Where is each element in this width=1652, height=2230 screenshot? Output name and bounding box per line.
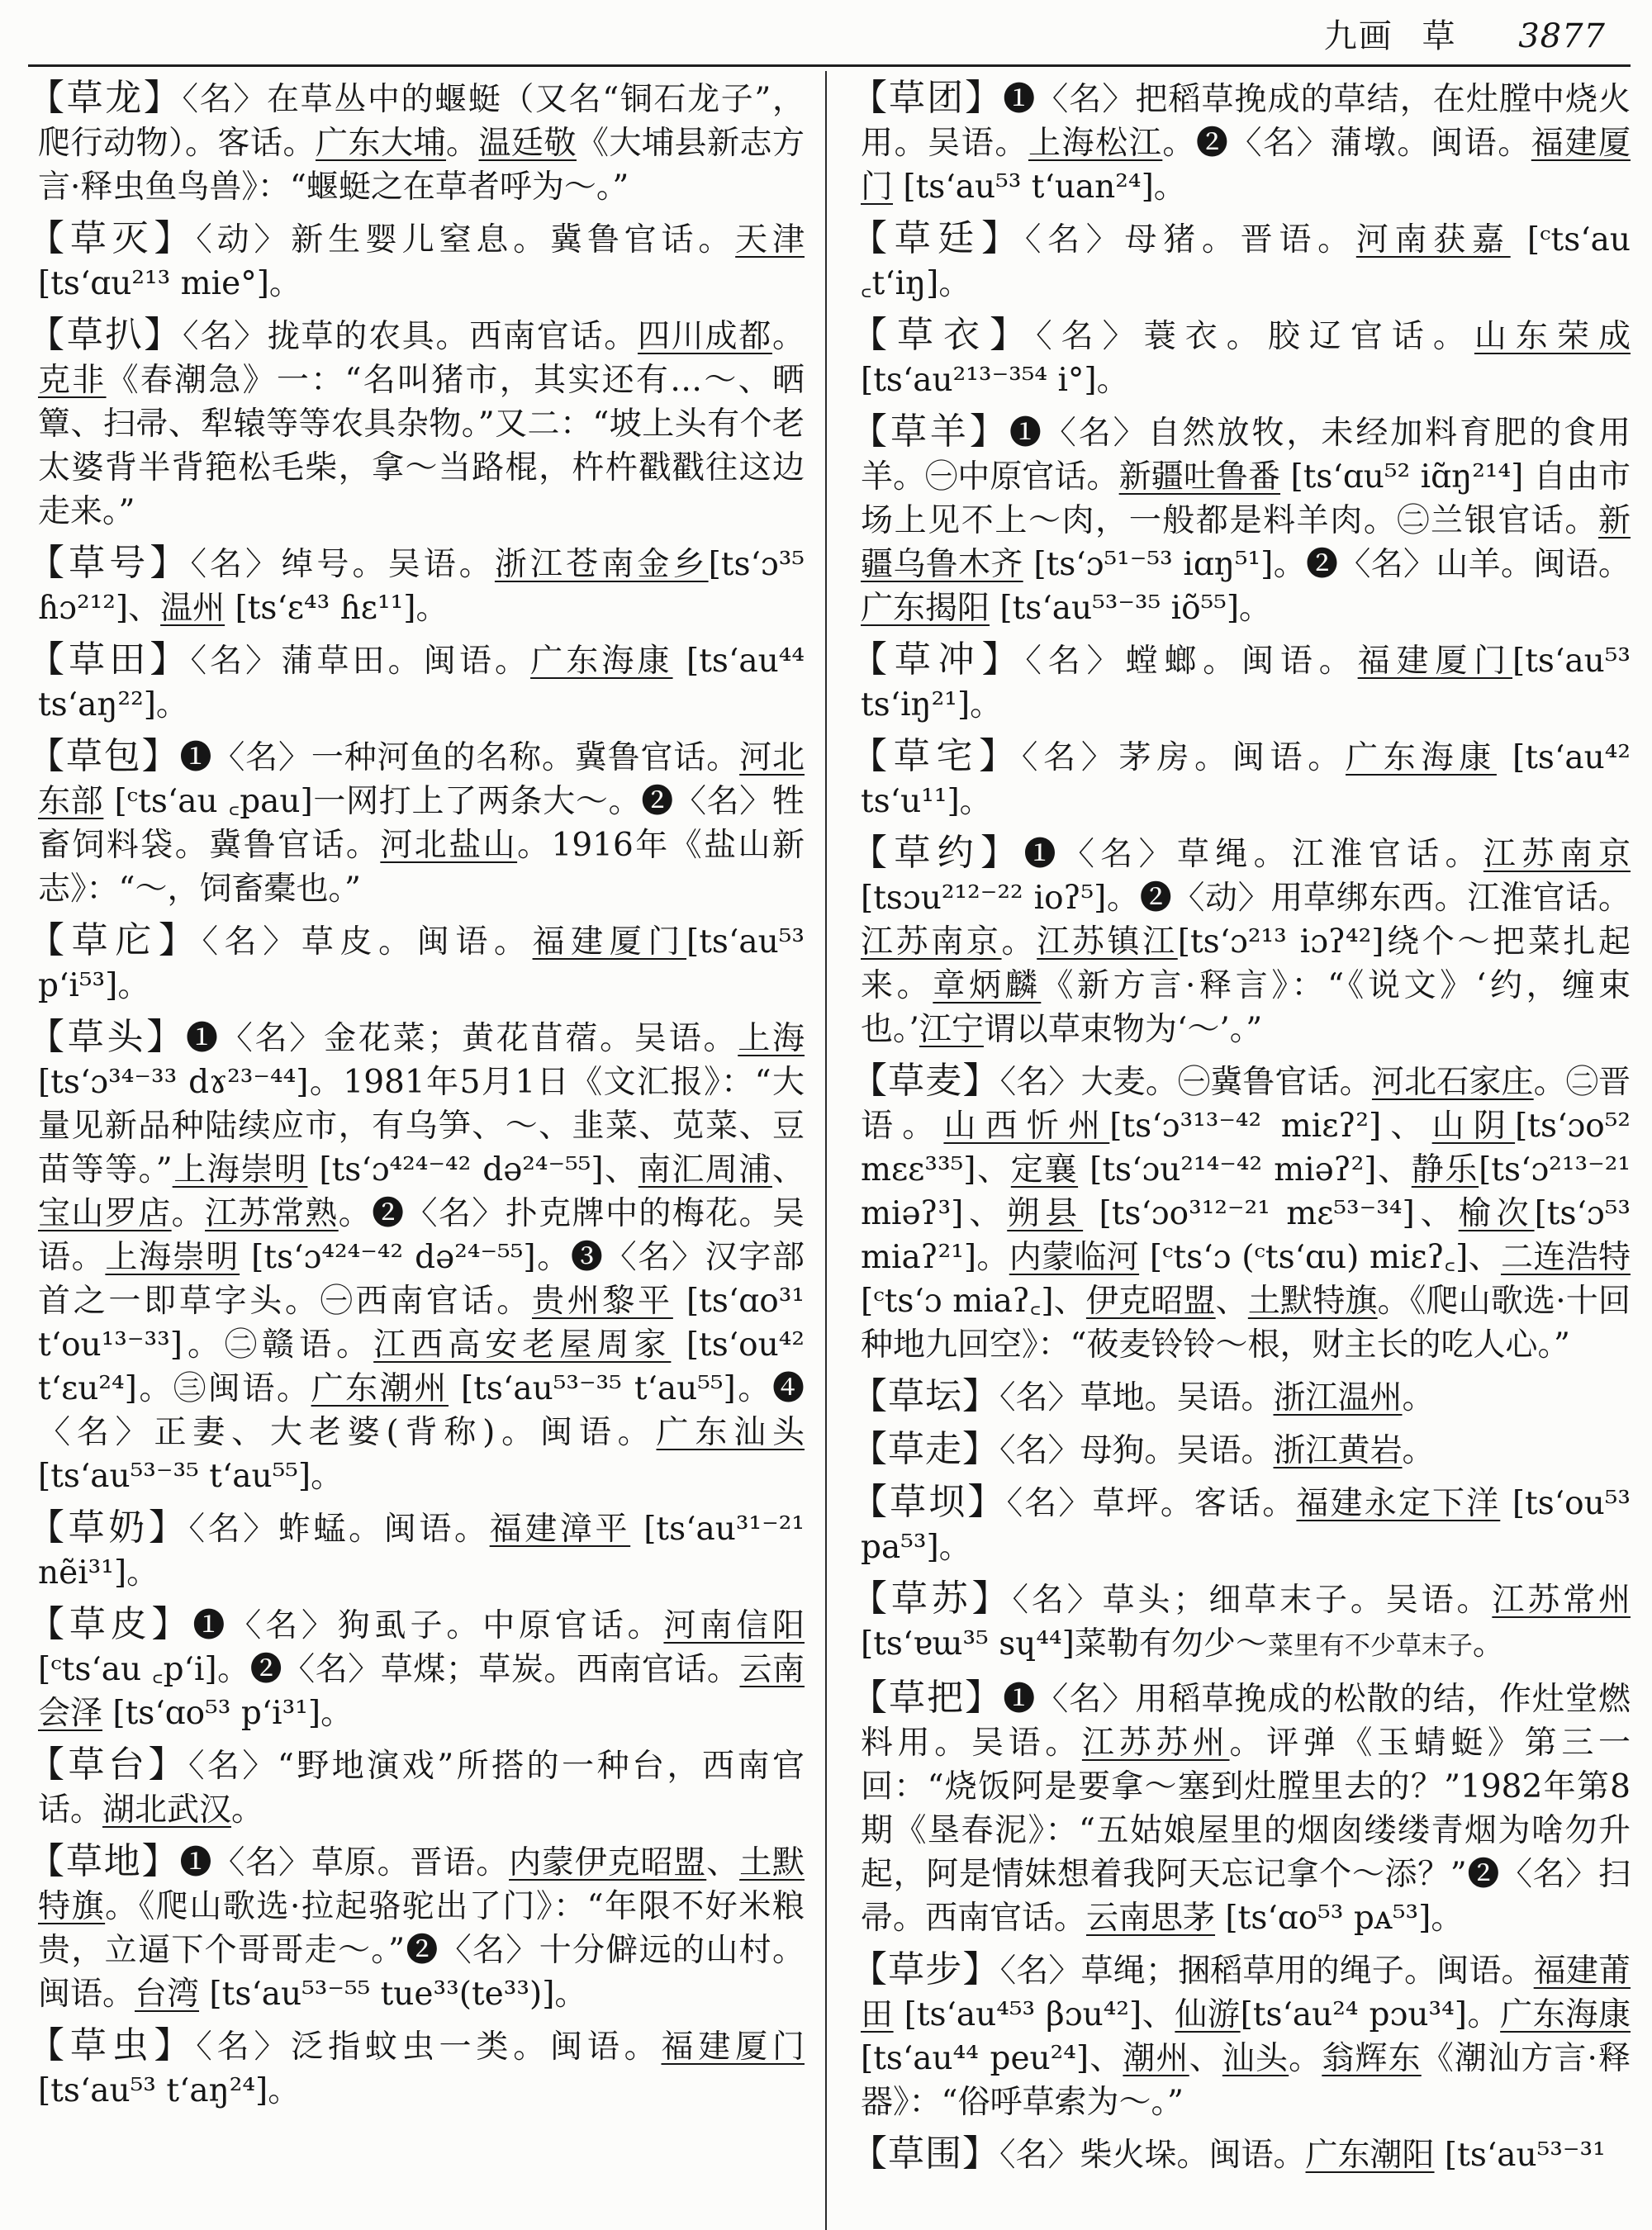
proper-name: 河北盐山 [380, 827, 518, 864]
proper-name: 温廷敬 [478, 125, 577, 162]
entry-text: [tsʻau⁵³ pʻi⁵³]。 [38, 923, 805, 1004]
entry-text: 〈名〉蓑衣。胶辽官话。 [1036, 318, 1474, 355]
proper-name: 云南思茅 [1086, 1900, 1216, 1937]
headword: 【草苏】 [851, 1578, 1013, 1620]
dictionary-entry [851, 639, 1631, 727]
entry-text: ❶〈名〉金花菜；黄花苜蓿。吴语。 [186, 1020, 738, 1057]
entry-text: 〈名〉“野地演戏”所搭的一种台，西南官话。 [38, 1748, 805, 1829]
headword: 【草走】 [851, 1428, 999, 1470]
headword: 【草奶】 [28, 1506, 189, 1549]
proper-name: 静乐 [1411, 1151, 1479, 1189]
proper-name: 福建厦门 [532, 923, 687, 961]
proper-name: 江苏常熟 [205, 1195, 339, 1232]
headword: 【草廷】 [851, 217, 1025, 259]
entry-text: 。《爬山歌选·拉起骆驼出了门》：“年限不好米粮贵，立逼下个哥哥走～。”❷〈名〉十分僻远的山村。闽语。 [38, 1888, 805, 2013]
headword: 【草羊】 [851, 410, 1009, 453]
dictionary-entry [28, 2025, 805, 2113]
left-column [28, 78, 805, 2122]
proper-name: 河南信阳 [663, 1607, 805, 1644]
proper-name: 广东揭阳 [861, 590, 990, 627]
entry-text: [tsʻau⁵³ tʻaŋ²⁴]。 [38, 2072, 301, 2109]
entry-text: 〈名〉蒲草田。闽语。 [190, 643, 531, 680]
proper-name: 福建莆田 [861, 1952, 1631, 2033]
entry-text: [tsʻau⁵³⁻⁵⁵ tue³³(te³³)]。 [199, 1976, 587, 2013]
entry-text: 。 [1289, 2040, 1322, 2077]
entry-text: [tsɔu²¹²⁻²² ioʔ⁵]。❷〈动〉用草绑东西。江淮官话。 [861, 880, 1631, 917]
proper-name: 广东海康 [530, 643, 673, 680]
proper-name: 广东汕头 [656, 1414, 805, 1451]
headword: 【草地】 [28, 1840, 180, 1882]
entry-text: [tsʻau⁵³⁻³⁵ tʻau⁵⁵]。 [38, 1458, 344, 1495]
entry-text: 、 [1189, 2040, 1222, 2077]
entry-text: [tsʻau²¹³⁻³⁵⁴ i°]。 [861, 362, 1129, 399]
dictionary-entry [28, 736, 805, 911]
entry-text: [tsʻau⁴⁴ peu²⁴]、 [861, 2040, 1123, 2077]
proper-name: 广东大埔 [315, 125, 446, 162]
entry-text: [tsʻau³¹⁻²¹ nẽi³¹]。 [38, 1511, 805, 1592]
entry-text: 。㊁晋语。 [861, 1064, 1631, 1145]
proper-name: 伊克昭盟 [1085, 1283, 1216, 1320]
entry-text: [tsʻɐɯ³⁵ sɥ⁴⁴]菜勒有勿少～ [861, 1625, 1268, 1663]
entry-text: [tsʻɔo⁵² mɛɛ³³⁵]、 [861, 1108, 1631, 1189]
entry-text: 。 [771, 318, 805, 355]
dictionary-entry [28, 1507, 805, 1595]
entry-text: 〈名〉草地。吴语。 [999, 1379, 1274, 1416]
entry-text: [tsʻau⁵³⁻³¹ [1434, 2137, 1606, 2174]
proper-name: 温州 [160, 590, 225, 627]
entry-text: [tsʻɑo⁵³ pʻi³¹]。 [102, 1695, 354, 1732]
dictionary-entry [28, 1841, 805, 2016]
proper-name: 江苏南京 [861, 923, 1002, 961]
headword: 【草坛】 [851, 1375, 999, 1417]
proper-name: 浙江黄岩 [1273, 1432, 1403, 1469]
entry-text: 谓以草束物为‘～’。” [983, 1011, 1263, 1048]
proper-name: 上海 [738, 1020, 805, 1057]
proper-name: 广东潮州 [311, 1370, 449, 1407]
headword: 【草号】 [28, 542, 191, 584]
header-rule [28, 64, 1631, 67]
entry-text: [tsʻɛ⁴³ ɦɛ¹¹]。 [225, 590, 449, 627]
proper-name: 上海崇明 [105, 1239, 240, 1276]
entry-text: 。 [445, 125, 479, 162]
dictionary-entry [851, 1578, 1631, 1668]
entry-text: 〈名〉大麦。㊀冀鲁官话。 [999, 1064, 1372, 1101]
headword: 【草龙】 [28, 77, 183, 119]
proper-name: 南汇周浦 [638, 1151, 772, 1189]
entry-text: [tsʻau⁵³ tsʻiŋ²¹]。 [861, 643, 1631, 724]
proper-name: 广东海康 [1346, 739, 1497, 776]
proper-name: 云南会泽 [38, 1651, 805, 1732]
entry-text: 〈动〉新生婴儿窒息。冀鲁官话。 [196, 221, 736, 259]
proper-name: 上海崇明 [172, 1151, 308, 1189]
entry-text: [tsʻɔ²¹³⁻²¹ miəʔ³]、 [861, 1151, 1631, 1232]
dictionary-entry [28, 78, 805, 209]
proper-name: 江西高安老屋周家 [373, 1326, 672, 1364]
dictionary-entry [28, 1744, 805, 1832]
proper-name: 榆次 [1458, 1195, 1535, 1232]
headword: 【草扒】 [28, 314, 183, 356]
entry-text: [tsʻɔ³⁴⁻³³ dɤ²³⁻⁴⁴]。1981年5月1日《文汇报》：“大量见新品种陆续应市，有乌笋、～、韭菜、苋菜、豆苗等等。” [38, 1064, 805, 1189]
proper-name: 河北石家庄 [1371, 1064, 1534, 1101]
headword: 【草台】 [28, 1744, 188, 1786]
page-number: 3877 [1518, 17, 1606, 55]
headword: 【草虫】 [28, 2024, 197, 2066]
proper-name: 福建永定下洋 [1296, 1485, 1501, 1522]
headword: 【草步】 [851, 1948, 1000, 1990]
proper-name: 汕头 [1222, 2040, 1289, 2077]
entry-text: [tsʻou⁵³ pa⁵³]。 [861, 1485, 1631, 1566]
dictionary-entry [28, 315, 805, 534]
entry-text: ❶〈名〉自然放牧，未经加料育肥的食用羊。㊀中原官话。 [861, 415, 1631, 496]
entry-text: 。❷〈名〉蒲墩。闽语。 [1162, 125, 1531, 162]
entry-text: 〈名〉草头；细草末子。吴语。 [1012, 1582, 1493, 1619]
proper-name: 福建厦门 [861, 125, 1631, 206]
dictionary-entry [851, 2133, 1631, 2177]
dictionary-entry [28, 639, 805, 727]
proper-name: 定襄 [1010, 1151, 1079, 1189]
entry-text: 。 [231, 1791, 264, 1829]
entry-text: [tsʻɔo³¹²⁻²¹ mɛ⁵³⁻³⁴]、 [1083, 1195, 1459, 1232]
dictionary-entry [28, 218, 805, 306]
entry-text: 。 [1472, 1625, 1505, 1663]
dictionary-entry [851, 78, 1631, 209]
proper-name: 内蒙伊克昭盟 [509, 1844, 707, 1881]
entry-text: 。 [171, 1195, 206, 1232]
headword: 【草围】 [851, 2133, 999, 2175]
proper-name: 江苏南京 [1483, 836, 1631, 873]
dictionary-entry [851, 218, 1631, 306]
entry-text: ❶〈名〉狗虱子。中原官话。 [192, 1607, 664, 1644]
entry-text: 〈名〉泛指蚊虫一类。闽语。 [196, 2028, 662, 2066]
entry-text: 〈名〉母猪。晋语。 [1024, 221, 1356, 259]
entry-text: [tsʻau²⁴ pɔu³⁴]。 [1240, 1996, 1501, 2033]
entry-text: [tsʻau⁵³⁻³⁵ iõ⁵⁵]。 [990, 590, 1272, 627]
proper-name: 江宁 [919, 1011, 984, 1048]
entry-text: 《春潮急》一：“名叫猪市，其实还有…～、晒簟、扫帚、犁辕等等农具杂物。”又二：“坡上头有个老太婆背半背筢松毛柴，拿～当路棍，杵杵戳戳往这边走来。” [38, 362, 805, 530]
headword: 【草头】 [28, 1016, 187, 1058]
entry-text: 〈名〉拢草的农具。西南官话。 [183, 318, 638, 355]
headword: 【草宅】 [851, 735, 1022, 777]
dictionary-entry [851, 1677, 1631, 1940]
running-head [1324, 13, 1606, 59]
radical-label: 草 [1422, 17, 1455, 55]
entry-text: [tsʻɔ⁵¹⁻⁵³ iɑŋ⁵¹]。❷〈名〉山羊。闽语。 [1023, 546, 1631, 583]
entry-text: [tsʻɔ⁴²⁴⁻⁴² də²⁴⁻⁵⁵]。❸〈名〉汉字部首之一即草字头。㊀西南官话。 [38, 1239, 805, 1320]
entry-text: 〈名〉绰号。吴语。 [190, 546, 495, 583]
entry-text: [tsʻɔ³⁵ ɦɔ²¹²]、 [38, 546, 805, 627]
entry-text: [ᶜtsʻɔ (ᶜtsʻɑu) miɛʔ꜀]、 [1139, 1239, 1501, 1276]
entry-text: [tsʻɔ⁴²⁴⁻⁴² də²⁴⁻⁵⁵]、 [307, 1151, 638, 1189]
entry-text: [tsʻɔ³¹³⁻⁴² miɛʔ²]、 [1109, 1108, 1432, 1145]
entry-text: [tsʻɑo⁵³ pᴀ⁵³]。 [1215, 1900, 1464, 1937]
headword: 【草麦】 [851, 1060, 1000, 1102]
proper-name: 四川成都 [637, 318, 772, 355]
dictionary-entry [851, 1429, 1631, 1473]
dictionary-entry [28, 1017, 805, 1498]
entry-text: [tsʻau⁵³⁻³⁵ tʻau⁵⁵]。❹〈名〉正妻、大老婆(背称)。闽语。 [38, 1370, 805, 1451]
proper-name: 湖北武汉 [102, 1791, 232, 1829]
entry-text: [tsʻou⁴² tʻɛu²⁴]。㊂闽语。 [38, 1326, 805, 1407]
proper-name: 河南获嘉 [1355, 221, 1511, 259]
right-column [851, 78, 1631, 2186]
entry-text: [ᶜtsʻɔ miaʔ꜀]、 [861, 1283, 1086, 1320]
entry-text: [tsʻau⁴² tsʻu¹¹]。 [861, 739, 1631, 820]
proper-name: 福建厦门 [1357, 643, 1513, 680]
headword: 【草灭】 [28, 217, 197, 259]
proper-name: 广东潮阳 [1305, 2137, 1435, 2174]
headword: 【草皮】 [28, 1603, 193, 1645]
dictionary-entry [851, 1376, 1631, 1420]
proper-name: 章炳麟 [933, 967, 1042, 1004]
entry-text: [tsʻɑu⁵² iɑ̃ŋ²¹⁴] 自由市场上见不上～肉，一般都是料羊肉。㊁兰银官话。 [861, 458, 1631, 539]
entry-text: ❶〈名〉一种河鱼的名称。冀鲁官话。 [179, 739, 740, 776]
entry-text: [tsʻau⁵³ tʻuan²⁴]。 [893, 168, 1186, 206]
proper-name: 仙游 [1175, 1996, 1241, 2033]
entry-text: 。 [1001, 923, 1037, 961]
entry-text: 〈名〉草皮。闽语。 [202, 923, 533, 961]
column-divider [825, 71, 827, 2230]
headword: 【草庀】 [28, 919, 202, 961]
proper-name: 江苏苏州 [1081, 1725, 1230, 1762]
entry-text: [tsʻau⁴⁵³ βɔu⁴²]、 [893, 1996, 1175, 2033]
entry-text: [tsʻɔ⁵³ miaʔ²¹]。 [861, 1195, 1631, 1276]
dictionary-entry [28, 543, 805, 630]
entry-text: 〈名〉柴火垛。闽语。 [999, 2137, 1306, 2174]
entry-text: 〈名〉螳螂。闽语。 [1025, 643, 1358, 680]
proper-name: 浙江苍南金乡 [494, 546, 709, 583]
proper-name: 克非 [38, 362, 107, 399]
headword: 【草冲】 [851, 638, 1026, 681]
proper-name: 土默特旗 [38, 1844, 805, 1925]
dictionary-entry [851, 736, 1631, 823]
headword: 【草把】 [851, 1677, 1004, 1719]
proper-name: 江苏常州 [1492, 1582, 1631, 1619]
stroke-section-label: 九画 [1323, 17, 1393, 55]
entry-text: 《潮汕方言·释器》：“俗呼草索为～。” [861, 2040, 1631, 2121]
gloss-note: 菜里有不少草末子 [1267, 1631, 1473, 1661]
proper-name: 翁辉东 [1322, 2040, 1422, 2077]
entry-text: [tsʻɑo³¹ tʻou¹³⁻³³]。㊁赣语。 [38, 1283, 805, 1364]
entry-text: 。❷〈名〉扑克牌中的梅花。吴语。 [38, 1195, 805, 1276]
dictionary-entry [28, 1604, 805, 1735]
entry-text: 。 [1402, 1432, 1435, 1469]
entry-text: 。 [1402, 1379, 1435, 1416]
proper-name: 山西忻州 [943, 1108, 1110, 1145]
entry-text: 〈名〉蚱蜢。闽语。 [188, 1511, 490, 1548]
entry-text: ❶〈名〉草原。晋语。 [179, 1844, 510, 1881]
proper-name: 广东海康 [1500, 1996, 1631, 2033]
entry-text: 、 [771, 1151, 805, 1189]
proper-name: 贵州黎平 [531, 1283, 673, 1320]
dictionary-entry [851, 1060, 1631, 1367]
entry-text: [ᶜtsʻau ꜀pʻi]。❷〈名〉草煤；草炭。西南官话。 [38, 1651, 740, 1688]
dictionary-entry [28, 920, 805, 1008]
headword: 【草约】 [851, 832, 1024, 874]
entry-text: 、 [1215, 1283, 1248, 1320]
entry-text: 。《爬山歌选·十回种地九回空》：“莜麦铃铃～根，财主长的吃人心。” [861, 1283, 1631, 1364]
entry-text: [tsʻɑu²¹³ mie°]。 [38, 265, 301, 302]
proper-name: 江苏镇江 [1037, 923, 1178, 961]
proper-name: 福建漳平 [489, 1511, 631, 1548]
entry-text: 〈名〉草坪。客话。 [1006, 1485, 1297, 1522]
proper-name: 二连浩特 [1500, 1239, 1631, 1276]
headword: 【草田】 [28, 638, 191, 681]
entry-text: 《新方言·释言》：“《说文》‘约，缠束也。’ [861, 967, 1631, 1048]
entry-text: ❶〈名〉把稻草挽成的草结，在灶膛中烧火用。吴语。 [861, 81, 1631, 162]
entry-text: ❶〈名〉草绳。江淮官话。 [1023, 836, 1483, 873]
proper-name: 潮州 [1123, 2040, 1189, 2077]
dictionary-entry [851, 411, 1631, 630]
entry-text: 〈名〉草绳；捆稻草用的绳子。闽语。 [999, 1952, 1534, 1990]
entry-text: [ᶜtsʻau ꜀tʻiŋ]。 [861, 221, 1631, 302]
entry-text: 、 [706, 1844, 740, 1881]
proper-name: 福建厦门 [661, 2028, 805, 2066]
proper-name: 朔县 [1007, 1195, 1084, 1232]
proper-name: 山东荣成 [1474, 318, 1631, 355]
proper-name: 新疆吐鲁番 [1118, 458, 1281, 496]
headword: 【草衣】 [851, 314, 1037, 356]
proper-name: 土默特旗 [1247, 1283, 1378, 1320]
proper-name: 内蒙临河 [1009, 1239, 1140, 1276]
entry-text: ❶〈名〉用稻草挽成的松散的结，作灶堂燃料用。吴语。 [861, 1681, 1631, 1762]
headword: 【草团】 [851, 77, 1004, 119]
entry-text: [tsʻɔ²¹³ iɔʔ⁴²]绕个～把菜扎起来。 [861, 923, 1631, 1004]
proper-name: 浙江温州 [1273, 1379, 1403, 1416]
entry-text: 。评弹《玉蜻蜓》第三一回：“烧饭阿是要拿～塞到灶膛里去的？”1982年第8期《垦春泥》：“五姑娘屋里的烟囱缕缕青烟为啥勿升起，阿是情妹想着我阿天忘记拿个～添？”❷〈名〉扫帚。西南官话。 [861, 1725, 1631, 1937]
proper-name: 山阴 [1431, 1108, 1516, 1145]
headword: 【草坝】 [851, 1481, 1007, 1523]
entry-text: [tsʻau⁴⁴ tsʻaŋ²²]。 [38, 643, 805, 724]
proper-name: 上海松江 [1028, 125, 1163, 162]
entry-text: [tsʻɔu²¹⁴⁻⁴² miəʔ²]、 [1078, 1151, 1412, 1189]
entry-text: 。1916年《盐山新志》：“～，饲畜橐也。” [38, 827, 805, 908]
entry-text: 〈名〉母狗。吴语。 [999, 1432, 1274, 1469]
dictionary-entry [851, 315, 1631, 402]
entry-text: [ᶜtsʻau ꜀pau]一网打上了两条大～。❷〈名〉牲畜饲料袋。冀鲁官话。 [38, 783, 805, 864]
headword: 【草包】 [28, 735, 180, 777]
proper-name: 台湾 [135, 1976, 200, 2013]
proper-name: 天津 [735, 221, 805, 259]
entry-text: 《大埔县新志方言·释虫鱼鸟兽》：“蝘蜓之在草者呼为～。” [38, 125, 805, 206]
dictionary-entry [851, 833, 1631, 1051]
dictionary-entry [851, 1482, 1631, 1569]
proper-name: 新疆乌鲁木齐 [861, 502, 1631, 583]
entry-text: 〈名〉在草丛中的蝘蜓（又名“铜石龙子”，爬行动物）。客话。 [38, 81, 805, 162]
proper-name: 河北东部 [38, 739, 805, 820]
entry-text: 〈名〉茅房。闽语。 [1021, 739, 1346, 776]
proper-name: 宝山罗店 [38, 1195, 172, 1232]
dictionary-entry [851, 1949, 1631, 2124]
